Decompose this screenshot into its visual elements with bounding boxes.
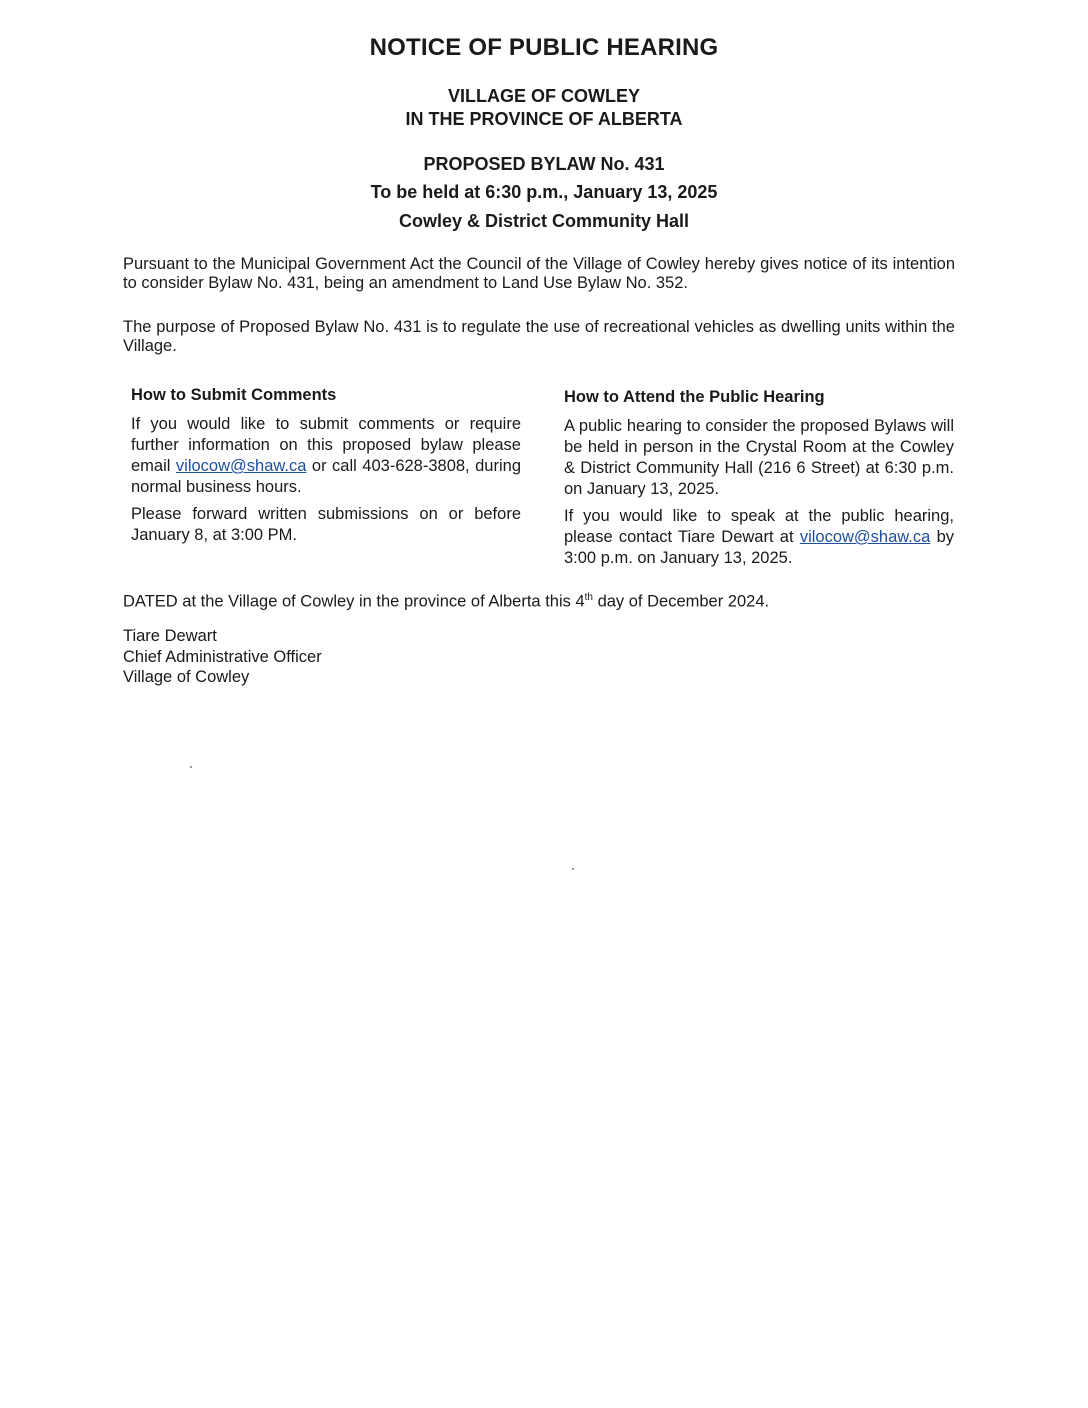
province-heading: IN THE PROVINCE OF ALBERTA (405, 109, 683, 129)
dated-text-after: day of December 2024. (592, 592, 770, 611)
hearing-datetime: To be held at 6:30 p.m., January 13, 2025 (370, 182, 718, 202)
dated-text-before: DATED at the Village of Cowley in the province of Alberta this 4 (123, 592, 585, 611)
attend-hearing-heading: How to Attend the Public Hearing (564, 388, 825, 406)
submit-comments-text (131, 414, 521, 498)
dated-ordinal: th (584, 592, 593, 603)
signatory-name: Tiare Dewart (123, 627, 217, 645)
purpose-paragraph: The purpose of Proposed Bylaw No. 431 is to regulate the use of recreational vehicles as dwelling units within the Village. (123, 318, 955, 355)
intro-paragraph: Pursuant to the Municipal Government Act the Council of the Village of Cowley hereby gives notice of its intention to consider Bylaw No. 431, being an amendment to Land Use Bylaw No. 352. (123, 255, 955, 292)
signatory-organization: Village of Cowley (123, 668, 250, 686)
attend-hearing-text: A public hearing to consider the proposed Bylaws will be held in person in the Crystal Room at the Cowley & District Community Hall (216 6 Street) at 6:30 p.m. on January 13, 2025. (564, 417, 954, 498)
submission-deadline-text: Please forward written submissions on or before January 8, at 3:00 PM. (131, 505, 521, 544)
bylaw-heading: PROPOSED BYLAW No. 431 (423, 154, 665, 174)
speak-hearing-text (564, 506, 954, 569)
dated-line (123, 592, 769, 612)
notice-title: NOTICE OF PUBLIC HEARING (369, 34, 719, 61)
submit-email-link[interactable]: vilocow@shaw.ca (175, 457, 307, 475)
speak-text-before: If you would like to speak at the public hearing, please contact Tiare Dewart at (564, 507, 954, 546)
signature-block (123, 626, 322, 688)
hearing-venue: Cowley & District Community Hall (398, 211, 690, 231)
attend-email-link[interactable]: vilocow@shaw.ca (799, 528, 931, 546)
submit-text-before: If you would like to submit comments or require further information on this proposed bylaw please email (131, 415, 521, 475)
scan-speck (572, 868, 574, 870)
municipality-heading: VILLAGE OF COWLEY (448, 86, 640, 106)
submit-comments-heading: How to Submit Comments (131, 386, 337, 404)
scan-speck (190, 766, 192, 768)
submit-text-after: or call 403-628-3808, during normal business hours. (131, 457, 521, 496)
submit-comments-section (131, 385, 521, 552)
speak-text-after: by 3:00 p.m. on January 13, 2025. (564, 528, 954, 567)
signatory-role: Chief Administrative Officer (123, 647, 322, 666)
attend-hearing-section (564, 387, 954, 575)
